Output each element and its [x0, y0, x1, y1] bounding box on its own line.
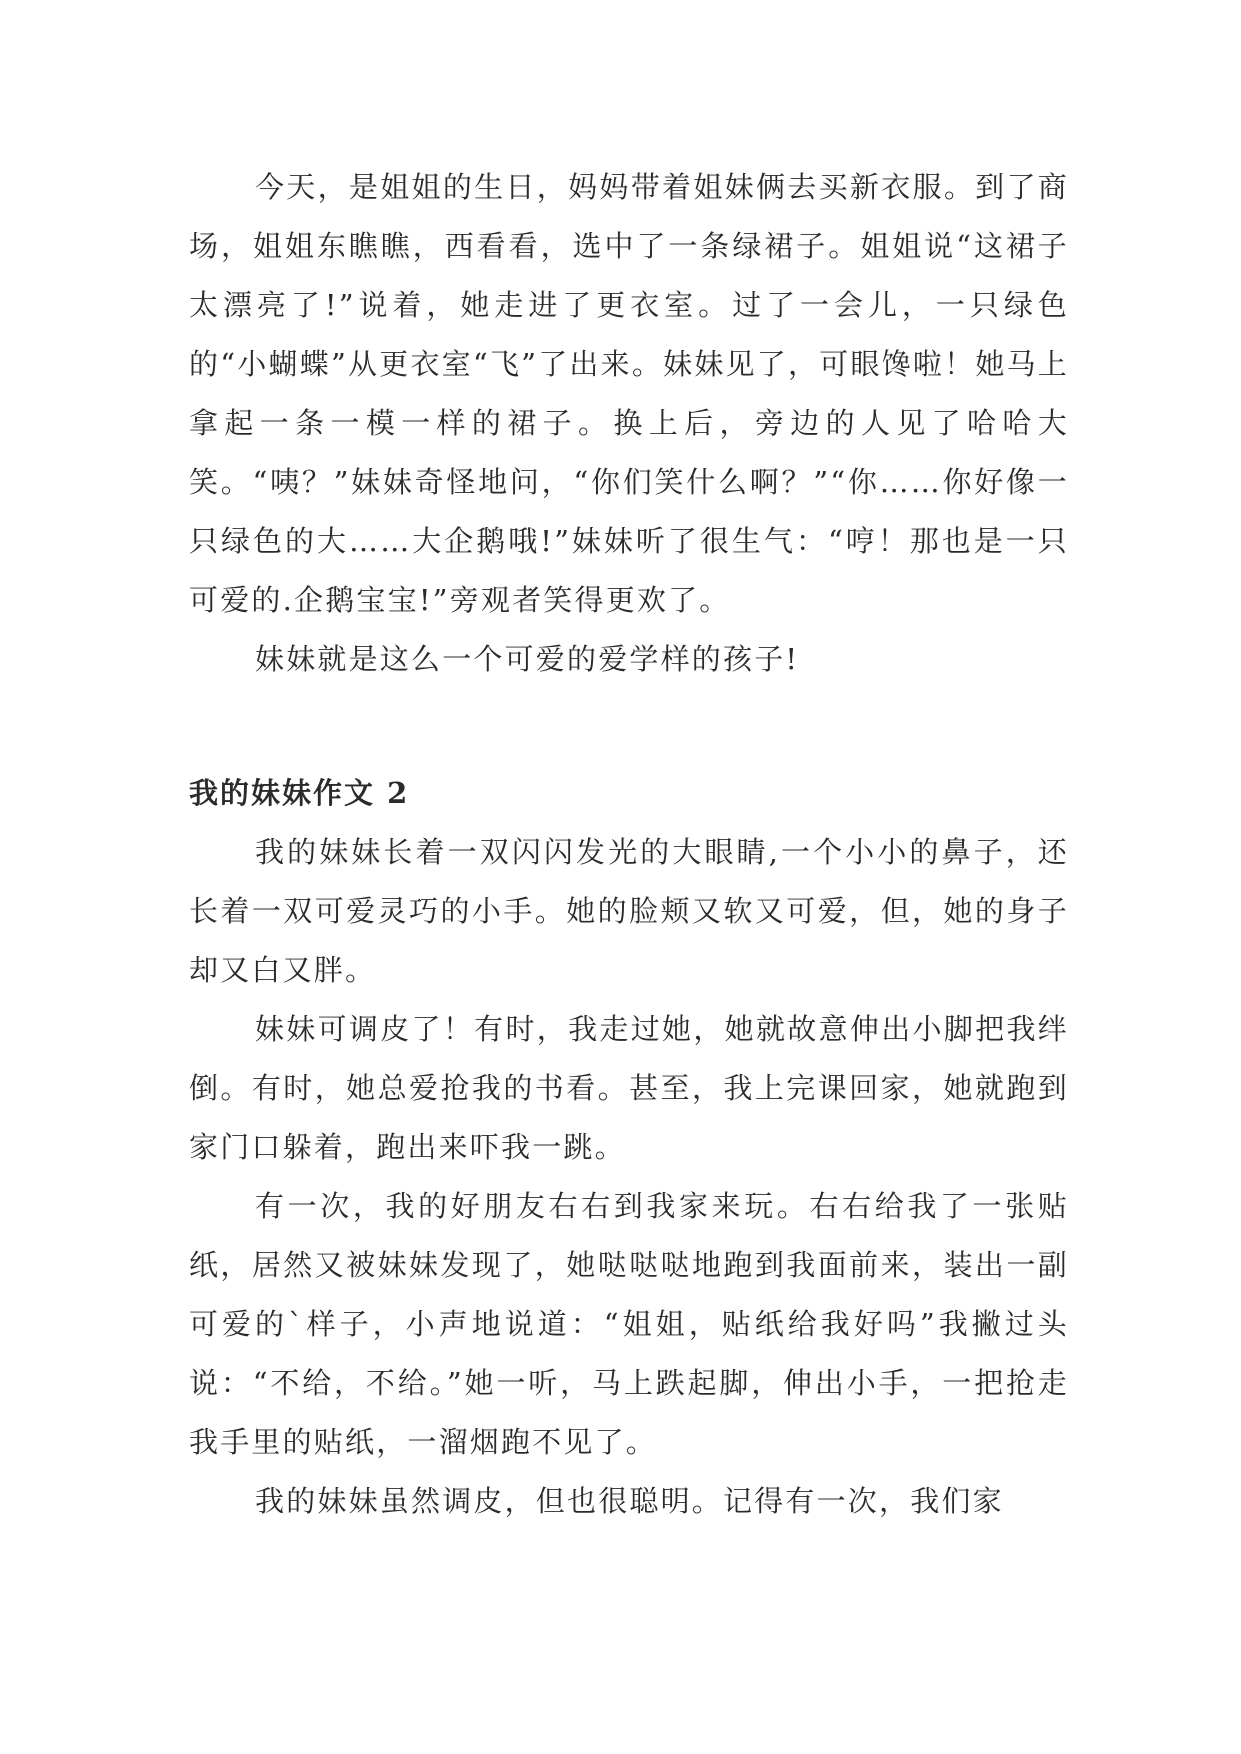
paragraph-summary: 妹妹就是这么一个可爱的爱学样的孩子!	[255, 642, 800, 676]
paragraph-appearance: 我的妹妹长着一双闪闪发光的大眼睛,一个小小的鼻子，还长着一双可爱灵巧的小手。她的脸颊又软又可爱，但，她的身子却又白又胖。	[189, 835, 1069, 987]
paragraph-sticker-story: 有一次，我的好朋友右右到我家来玩。右右给我了一张贴纸，居然又被妹妹发现了，她哒哒哒地跑到我面前来，装出一副可爱的`样子，小声地说道：“姐姐，贴纸给我好吗”我撇过头说：“不给，不给。”她一听，马上跌起脚，伸出小手，一把抢走我手里的贴纸，一溜烟跑不见了。	[189, 1189, 1069, 1459]
paragraph-naughty: 妹妹可调皮了！有时，我走过她，她就故意伸出小脚把我绊倒。有时，她总爱抢我的书看。甚至，我上完课回家，她就跑到家门口躲着，跑出来吓我一跳。	[189, 1012, 1069, 1164]
section-heading: 我的妹妹作文 2	[189, 776, 410, 810]
paragraph-clever: 我的妹妹虽然调皮，但也很聪明。记得有一次，我们家	[255, 1484, 1004, 1518]
paragraph-birthday-story: 今天，是姐姐的生日，妈妈带着姐妹俩去买新衣服。到了商场，姐姐东瞧瞧，西看看，选中了一条绿裙子。姐姐说“这裙子太漂亮了!”说着，她走进了更衣室。过了一会儿，一只绿色的“小蝴蝶”从更衣室“飞”了出来。妹妹见了，可眼馋啦！她马上拿起一条一模一样的裙子。换上后，旁边的人见了哈哈大笑。“咦？”妹妹奇怪地问，“你们笑什么啊？”“你……你好像一只绿色的大……大企鹅哦!”妹妹听了很生气：“哼！那也是一只可爱的.企鹅宝宝!”旁观者笑得更欢了。	[189, 170, 1069, 617]
document-page	[189, 158, 1069, 1531]
